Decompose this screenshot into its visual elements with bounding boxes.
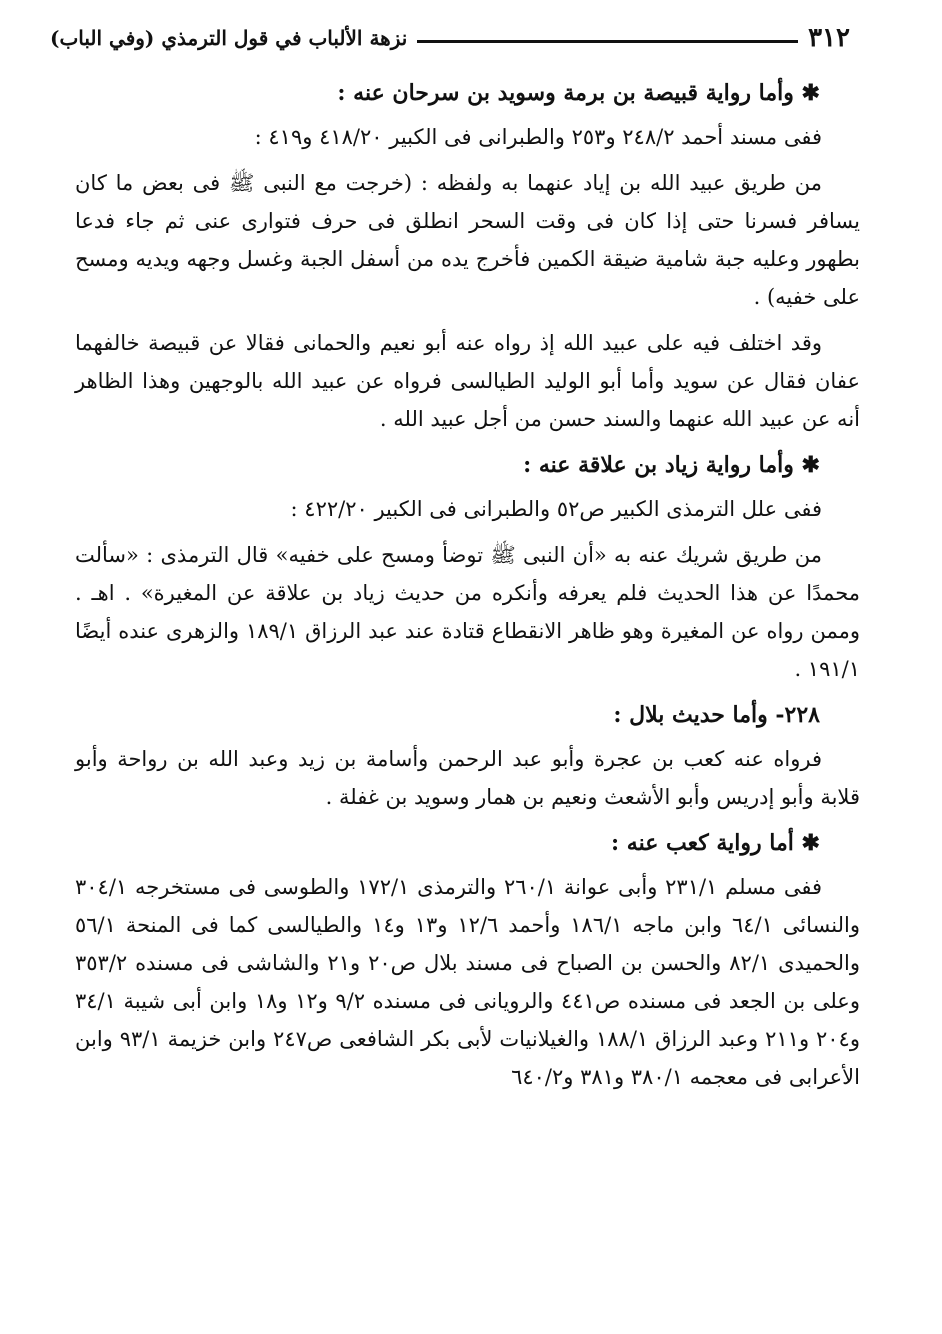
page-number: ٣١٢ (808, 23, 850, 53)
paragraph: فرواه عنه كعب بن عجرة وأبو عبد الرحمن وأسامة بن زيد وعبد الله بن رواحة وأبو قلابة وأبو إدريس وأبو الأشعث ونعيم بن همار وسويد بن غفلة . (75, 747, 860, 809)
header-rule (417, 40, 798, 43)
section-heading: ٢٢٨- وأما حديث بلال : (613, 702, 820, 728)
page-header (50, 18, 850, 58)
paragraph: ففى علل الترمذى الكبير ص٥٢ والطبرانى فى الكبير ٤٢٢/٢٠ : (290, 497, 822, 521)
running-title: نزهة الألباب في قول الترمذي (وفي الباب) (50, 26, 408, 50)
section-heading: ✱ أما رواية كعب عنه : (611, 830, 820, 856)
paragraph: من طريق شريك عنه به «أن النبى ﷺ توضأ ومسح على خفيه» قال الترمذى : «سألت محمدًا عن هذا الحديث فلم يعرفه وأنكره من حديث زياد بن علاقة عن المغيرة» . اهـ . وممن رواه عن المغيرة وهو ظاهر الانقطاع قتادة عند عبد الرزاق ١٨٩/١ والزهرى عنده أيضًا ١٩١/١ . (75, 543, 860, 681)
section-heading: ✱ وأما رواية زياد بن علاقة عنه : (523, 452, 820, 478)
section-heading: ✱ وأما رواية قبيصة بن برمة وسويد بن سرحان عنه : (337, 80, 820, 106)
paragraph: ففى مسند أحمد ٢٤٨/٢ و٢٥٣ والطبرانى فى الكبير ٤١٨/٢٠ و٤١٩ : (254, 125, 822, 149)
page-body (75, 70, 860, 1104)
paragraph: وقد اختلف فيه على عبيد الله إذ رواه عنه أبو نعيم والحمانى فقالا عن قبيصة خالفهما عفان فقال عن سويد وأما أبو الوليد الطيالسى فرواه عن عبيد الله بالوجهين وهذا الظاهر أنه عن عبيد الله عنهما والسند حسن من أجل عبيد الله . (75, 331, 860, 431)
paragraph: ففى مسلم ٢٣١/١ وأبى عوانة ٢٦٠/١ والترمذى ١٧٢/١ والطوسى فى مستخرجه ٣٠٤/١ والنسائى ٦٤/١ وابن ماجه ١٨٦/١ وأحمد ١٢/٦ و١٣ و١٤ والطيالسى كما فى المنحة ٥٦/١ والحميدى ٨٢/١ والحسن بن الصباح فى مسند بلال ص٢٠ و٢١ والشاشى فى مسنده ٣٥٣/٢ وعلى بن الجعد فى مسنده ص٤٤١ والرويانى فى مسنده ٩/٢ و١٢ و١٨ وابن أبى شيبة ٣٤/١ و٢٠٤ و٢١١ وعبد الرزاق ١٨٨/١ والغيلانيات لأبى بكر الشافعى ص٢٤٧ وابن خزيمة ٩٣/١ وابن الأعرابى فى معجمه ٣٨٠/١ و٣٨١ و٦٤٠/٢ (75, 875, 860, 1089)
paragraph: من طريق عبيد الله بن إياد عنهما به ولفظه : (خرجت مع النبى ﷺ فى بعض ما كان يسافر فسرنا حتى إذا كان فى وقت السحر انطلق فى حرف فتوارى عنى ثم جاء فدعا بطهور وعليه جبة شامية ضيقة الكمين فأخرج يده من أسفل الجبة وغسل وجهه ويديه ومسح على خفيه) . (75, 171, 860, 309)
